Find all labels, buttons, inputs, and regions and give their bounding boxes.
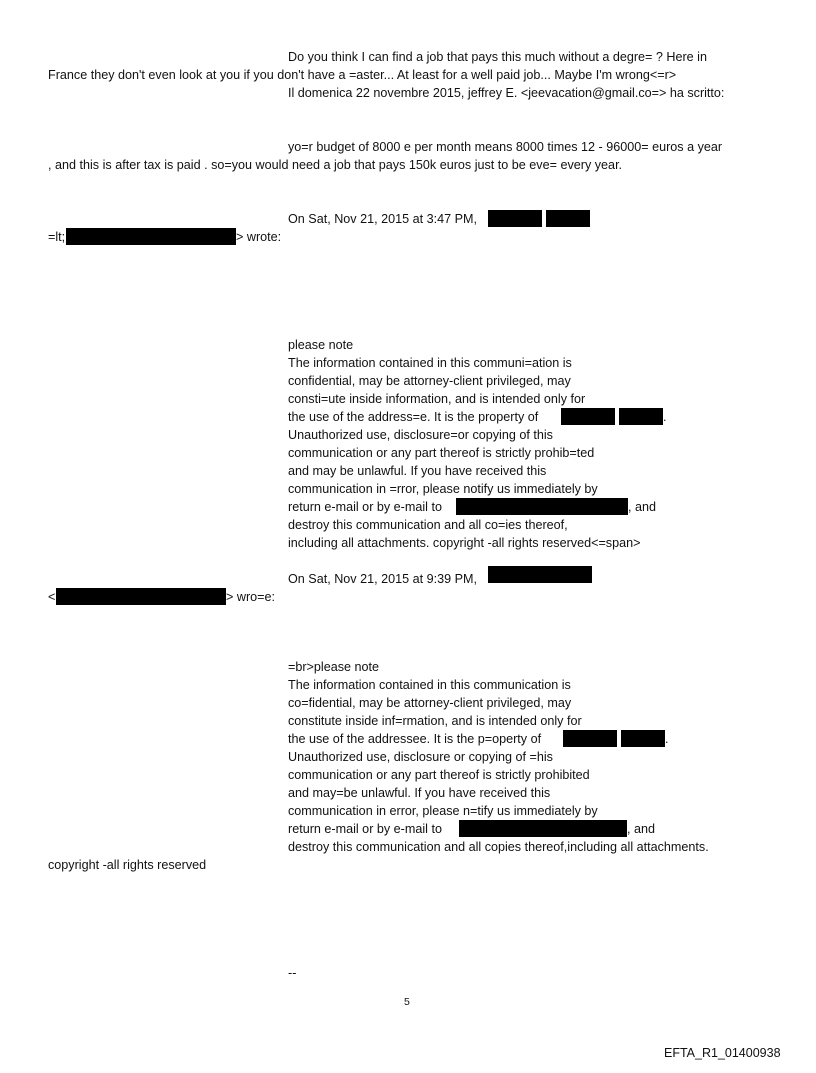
- body-text-line: , and this is after tax is paid . so=you would need a job that pays 150k euros just to be eve= every year.: [48, 158, 623, 172]
- redaction-box: [459, 820, 627, 837]
- disclaimer-line: communication or any part thereof is strictly prohib=ted: [288, 446, 595, 460]
- disclaimer-period: .: [665, 732, 669, 746]
- disclaimer-line: Unauthorized use, disclosure=or copying of this: [288, 428, 553, 442]
- disclaimer-line: return e-mail or by e-mail to: [288, 822, 442, 836]
- body-text-line: France they don't even look at you if you don't have a =aster... At least for a well paid job... Maybe I'm wrong<=r>: [48, 68, 677, 82]
- email-header-suffix: > wrote:: [236, 230, 282, 244]
- disclaimer-line: co=fidential, may be attorney-client privileged, may: [288, 696, 572, 710]
- email-header-line: On Sat, Nov 21, 2015 at 3:47 PM,: [288, 212, 478, 226]
- redaction-box: [561, 408, 615, 425]
- disclaimer-and: , and: [628, 500, 657, 514]
- disclaimer-line: communication or any part thereof is strictly prohibited: [288, 768, 590, 782]
- signature-dashes: --: [288, 966, 297, 980]
- disclaimer-line: confidential, may be attorney-client privileged, may: [288, 374, 571, 388]
- disclaimer-line: The information contained in this communi=ation is: [288, 356, 572, 370]
- email-header-prefix: <: [48, 590, 56, 604]
- email-header-line: On Sat, Nov 21, 2015 at 9:39 PM,: [288, 572, 478, 586]
- copyright-line: copyright -all rights reserved: [48, 858, 207, 872]
- disclaimer-line: and may=be unlawful. If you have received this: [288, 786, 551, 800]
- disclaimer-line: destroy this communication and all co=ies thereof,: [288, 518, 568, 532]
- disclaimer-line: please note: [288, 338, 354, 352]
- redaction-box: [488, 210, 542, 227]
- redaction-box: [546, 210, 590, 227]
- disclaimer-line: The information contained in this communication is: [288, 678, 571, 692]
- disclaimer-period: .: [663, 410, 667, 424]
- disclaimer-line: consti=ute inside information, and is intended only for: [288, 392, 586, 406]
- redaction-box: [619, 408, 663, 425]
- disclaimer-line: the use of the address=e. It is the property of: [288, 410, 539, 424]
- redaction-box: [456, 498, 628, 515]
- redaction-box: [544, 566, 592, 583]
- page-number: 5: [404, 996, 410, 1008]
- document-id: EFTA_R1_01400938: [664, 1046, 781, 1060]
- disclaimer-line: communication in error, please n=tify us immediately by: [288, 804, 598, 818]
- disclaimer-line: =br>please note: [288, 660, 380, 674]
- disclaimer-line: constitute inside inf=rmation, and is intended only for: [288, 714, 582, 728]
- disclaimer-line: return e-mail or by e-mail to: [288, 500, 442, 514]
- redaction-box: [56, 588, 226, 605]
- disclaimer-line: communication in =rror, please notify us immediately by: [288, 482, 598, 496]
- disclaimer-line: destroy this communication and all copies thereof,including all attachments.: [288, 840, 709, 854]
- redaction-box: [488, 566, 544, 583]
- disclaimer-and: , and: [627, 822, 656, 836]
- redaction-box: [563, 730, 617, 747]
- body-text-line: Do you think I can find a job that pays this much without a degre= ? Here in: [288, 50, 707, 64]
- disclaimer-line: the use of the addressee. It is the p=operty of: [288, 732, 542, 746]
- redaction-box: [66, 228, 236, 245]
- disclaimer-line: including all attachments. copyright -all rights reserved<=span>: [288, 536, 641, 550]
- body-text-line: yo=r budget of 8000 e per month means 8000 times 12 - 96000= euros a year: [288, 140, 723, 154]
- redaction-box: [621, 730, 665, 747]
- email-header-suffix: > wro=e:: [226, 590, 276, 604]
- email-header-prefix: =lt;: [48, 230, 66, 244]
- disclaimer-line: and may be unlawful. If you have received this: [288, 464, 547, 478]
- disclaimer-line: Unauthorized use, disclosure or copying of =his: [288, 750, 553, 764]
- reply-attribution: Il domenica 22 novembre 2015, jeffrey E. <jeevacation@gmail.co=> ha scritto:: [288, 86, 725, 100]
